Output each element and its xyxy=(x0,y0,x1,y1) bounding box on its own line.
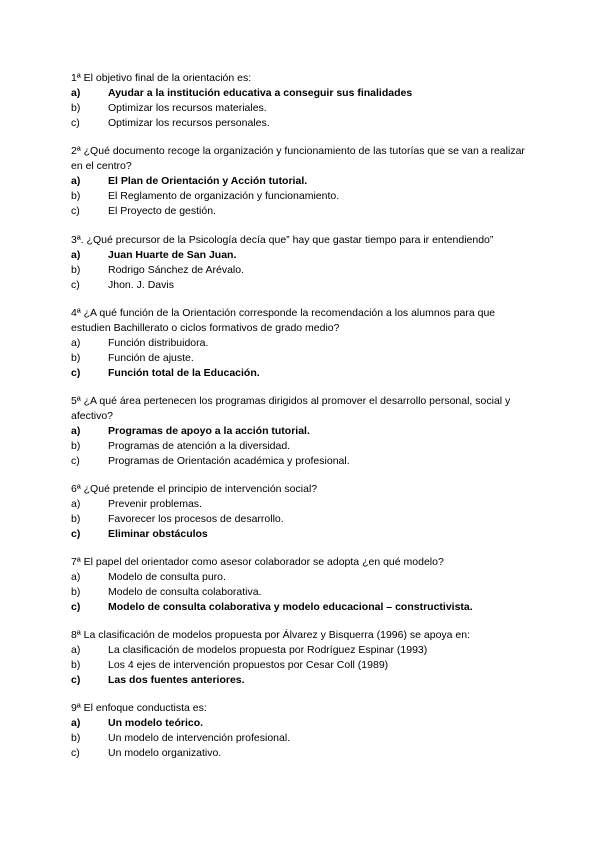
option-text: La clasificación de modelos propuesta por Rodríguez Espinar (1993) xyxy=(108,644,428,656)
option-text: Prevenir problemas. xyxy=(108,498,202,510)
option-letter: a) xyxy=(71,175,81,187)
question-text: 2ª ¿Qué documento recoge la organización y funcionamiento de las tutorías que se van a realizar en el centro? xyxy=(71,145,525,172)
option-text: Favorecer los procesos de desarrollo. xyxy=(108,513,284,525)
option-b xyxy=(71,263,531,278)
option-text: Un modelo de intervención profesional. xyxy=(108,732,291,744)
option-letter: c) xyxy=(71,674,81,686)
question-7 xyxy=(71,555,531,615)
option-a xyxy=(71,86,531,101)
option-text: Jhon. J. Davis xyxy=(108,279,174,291)
option-letter: b) xyxy=(71,264,81,276)
question-8 xyxy=(71,628,531,688)
option-letter: c) xyxy=(71,117,80,129)
option-a xyxy=(71,643,531,658)
option-c xyxy=(71,673,531,688)
option-b xyxy=(71,585,531,600)
option-text: El Proyecto de gestión. xyxy=(108,205,216,217)
option-c xyxy=(71,278,531,293)
option-text: El Plan de Orientación y Acción tutorial. xyxy=(108,175,308,187)
option-c xyxy=(71,116,531,131)
question-6 xyxy=(71,482,531,542)
option-text: Programas de atención a la diversidad. xyxy=(108,440,291,452)
option-letter: c) xyxy=(71,205,80,217)
option-a xyxy=(71,497,531,512)
option-b xyxy=(71,189,531,204)
question-text: 4ª ¿A qué función de la Orientación corresponde la recomendación a los alumnos para que estudien Bachillerato o ciclos formativos de grado medio? xyxy=(71,307,496,334)
question-3 xyxy=(71,233,531,293)
question-text: 7ª El papel del orientador como asesor colaborador se adopta ¿en qué modelo? xyxy=(71,556,444,568)
option-text: Función de ajuste. xyxy=(108,352,194,364)
option-c xyxy=(71,366,531,381)
option-letter: b) xyxy=(71,102,81,114)
option-letter: a) xyxy=(71,337,81,349)
option-b xyxy=(71,439,531,454)
option-a xyxy=(71,174,531,189)
option-c xyxy=(71,204,531,219)
option-b xyxy=(71,101,531,116)
option-b xyxy=(71,731,531,746)
question-text: 8ª La clasificación de modelos propuesta por Álvarez y Bisquerra (1996) se apoya en: xyxy=(71,629,471,641)
option-letter: c) xyxy=(71,528,81,540)
question-5 xyxy=(71,394,531,469)
option-letter: c) xyxy=(71,455,80,467)
question-1 xyxy=(71,71,531,131)
question-9 xyxy=(71,701,531,761)
option-b xyxy=(71,512,531,527)
option-text: Modelo de consulta colaborativa. xyxy=(108,586,262,598)
option-text: Los 4 ejes de intervención propuestos por Cesar Coll (1989) xyxy=(108,659,389,671)
option-text: Programas de apoyo a la acción tutorial. xyxy=(108,425,310,437)
option-letter: b) xyxy=(71,513,81,525)
option-text: Función total de la Educación. xyxy=(108,367,260,379)
option-text: Juan Huarte de San Juan. xyxy=(108,249,237,261)
option-letter: a) xyxy=(71,644,81,656)
option-letter: c) xyxy=(71,601,81,613)
option-c xyxy=(71,527,531,542)
question-text: 9ª El enfoque conductista es: xyxy=(71,702,207,714)
option-a xyxy=(71,248,531,263)
option-letter: b) xyxy=(71,659,81,671)
option-a xyxy=(71,336,531,351)
option-letter: b) xyxy=(71,586,81,598)
option-a xyxy=(71,570,531,585)
question-text: 3ª. ¿Qué precursor de la Psicología decía que” hay que gastar tiempo para ir entendiendo” xyxy=(71,234,494,246)
option-text: Modelo de consulta puro. xyxy=(108,571,226,583)
option-text: Un modelo teórico. xyxy=(108,717,204,729)
option-letter: b) xyxy=(71,440,81,452)
option-letter: a) xyxy=(71,571,81,583)
option-text: Modelo de consulta colaborativa y modelo educacional – constructivista. xyxy=(108,601,473,613)
option-text: El Reglamento de organización y funcionamiento. xyxy=(108,190,340,202)
option-text: Eliminar obstáculos xyxy=(108,528,208,540)
option-b xyxy=(71,658,531,673)
option-letter: b) xyxy=(71,190,81,202)
option-letter: a) xyxy=(71,87,81,99)
option-letter: a) xyxy=(71,717,81,729)
option-text: Programas de Orientación académica y profesional. xyxy=(108,455,350,467)
option-letter: a) xyxy=(71,498,81,510)
question-2 xyxy=(71,144,531,219)
option-c xyxy=(71,454,531,469)
option-letter: b) xyxy=(71,732,81,744)
option-text: Optimizar los recursos personales. xyxy=(108,117,270,129)
option-text: Un modelo organizativo. xyxy=(108,747,222,759)
option-text: Optimizar los recursos materiales. xyxy=(108,102,267,114)
option-a xyxy=(71,716,531,731)
option-letter: c) xyxy=(71,279,80,291)
option-c xyxy=(71,746,531,761)
option-text: Rodrigo Sánchez de Arévalo. xyxy=(108,264,245,276)
question-text: 6ª ¿Qué pretende el principio de intervención social? xyxy=(71,483,318,495)
option-letter: c) xyxy=(71,367,81,379)
option-b xyxy=(71,351,531,366)
option-c xyxy=(71,600,531,615)
option-text: Función distribuidora. xyxy=(108,337,209,349)
question-4 xyxy=(71,306,531,381)
option-a xyxy=(71,424,531,439)
option-letter: a) xyxy=(71,425,81,437)
option-letter: a) xyxy=(71,249,81,261)
option-text: Las dos fuentes anteriores. xyxy=(108,674,245,686)
option-letter: c) xyxy=(71,747,80,759)
option-text: Ayudar a la institución educativa a conseguir sus finalidades xyxy=(108,87,413,99)
option-letter: b) xyxy=(71,352,81,364)
question-text: 1ª El objetivo final de la orientación es: xyxy=(71,72,252,84)
question-text: 5ª ¿A qué área pertenecen los programas dirigidos al promover el desarrollo personal, social y afectivo? xyxy=(71,395,511,422)
